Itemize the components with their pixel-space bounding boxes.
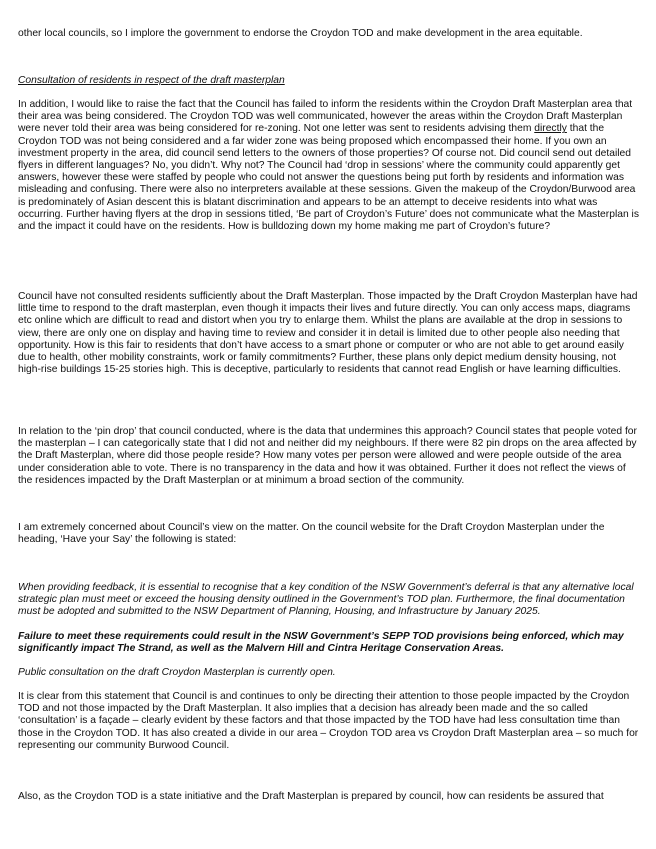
intro-paragraph: other local councils, so I implore the government to endorse the Croydon TOD and make development in the area equitable. xyxy=(18,28,583,39)
section-heading: Consultation of residents in respect of the draft masterplan xyxy=(18,75,285,86)
paragraph-state-initiative: Also, as the Croydon TOD is a state initiative and the Draft Masterplan is prepared by council, how can residents be assured that xyxy=(18,791,604,802)
paragraph-text: In addition, I would like to raise the fact that the Council has failed to inform the residents within the Croydon Draft Masterplan area that their area was being considered. The Croydon TOD was well communicated, however the areas within the Croydon Draft Masterplan were never told their area was being considered for re-zoning. Not one letter was sent to residents advising them xyxy=(18,99,633,135)
emphasis-directly: directly xyxy=(534,123,567,135)
quote-feedback: When providing feedback, it is essential to recognise that a key condition of the NSW Government’s deferral is that any alternative local strategic plan must meet or exceed the housing density outlined in the Government’s TOD plan. Furthermore, the final documentation must be adopted and submitted to the NSW Department of Planning, Housing, and Infrastructure by January 2025. xyxy=(18,582,634,618)
paragraph-pin-drop: In relation to the ‘pin drop’ that council conducted, where is the data that undermines this approach? Council states that people voted for the masterplan – I can categorically state that I did not and neither did my neighbours. If there were 82 pin drops on the area affected by the Draft Masterplan, where did those people reside? How many votes per person were allowed and were people outside of the area under consideration able to vote. There is no transparency in the data and how it was obtained. Further it does not reflect the views of the residences impacted by the Draft Masterplan or at minimum a broad section of the community. xyxy=(18,426,637,486)
paragraph-council-view: I am extremely concerned about Council’s view on the matter. On the council website for the Draft Croydon Masterplan under the heading, ‘Have your Say’ the following is stated: xyxy=(18,522,605,546)
paragraph-consultation-failure xyxy=(18,99,640,233)
paragraph-statement-analysis: It is clear from this statement that Council is and continues to only be directing their attention to those people impacted by the Croydon TOD and not those impacted by the Draft Masterplan. It also implies that a decision has already been made and the so called ‘consultation’ is a façade – clearly evident by these factors and that those impacted by the TOD have had less consultation time than those in the Croydon TOD. It has also created a divide in our area – Croydon TOD area vs Croydon Draft Masterplan area – so much for representing our community Burwood Council. xyxy=(18,691,639,751)
paragraph-insufficient-consultation: Council have not consulted residents sufficiently about the Draft Masterplan. Those impacted by the Draft Croydon Masterplan have had little time to respond to the draft masterplan, even though it impacts their lives and future directly. You can only access maps, diagrams etc online which are difficult to read and distort when you try to enlarge them. Whilst the plans are available at the drop in sessions to view, there are only one on display and having time to review and consider it in detail is limited due to other people also needing that opportunity. How is this fair to residents that don’t have access to a smart phone or computer or who are not able to get around easily due to health, other mobility constraints, work or family commitments? Further, these plans only depict medium density housing, not high-rise buildings 15-25 stories high. This is deceptive, particularly to residents that cannot read English or have learning difficulties. xyxy=(18,291,638,376)
quote-failure-warning: Failure to meet these requirements could result in the NSW Government’s SEPP TOD provisions being enforced, which may significantly impact The Strand, as well as the Malvern Hill and Cintra Heritage Conservation Areas. xyxy=(18,631,624,655)
quote-consultation-open: Public consultation on the draft Croydon Masterplan is currently open. xyxy=(18,667,336,678)
paragraph-text: that the Croydon TOD was not being considered and a far wider zone was being proposed which encompassed their home. If you own an investment property in the area, did council send letters to the owners of those properties? Of course not. Did council send out detailed flyers in different languages? No, you didn’t. Why not? The Council had ‘drop in sessions’ where the community could apparently get answers, however these were staffed by people who could not answer the questions being put forth by residents and information was misleading and confusing. There were also no interpreters available at these sessions. Given the makeup of the Croydon/Burwood area is predominately of Asian descent this is blatant discrimination and appears to be an attempt to deceive residents into what was occurring. Further having flyers at the drop in sessions titled, ‘Be part of Croydon’s Future’ does not communicate what the Masterplan is and the impact it could have on the residents. How is bulldozing down my home making me part of Croydon’s future? xyxy=(18,123,639,233)
